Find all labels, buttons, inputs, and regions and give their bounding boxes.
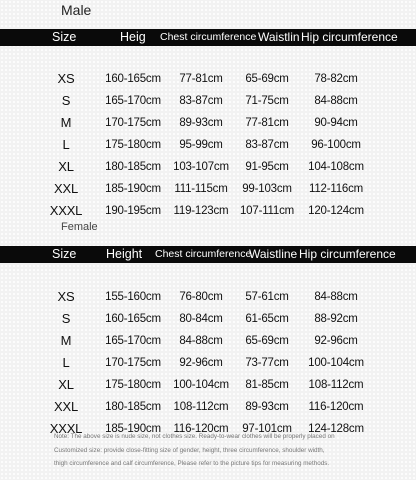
male-header-chest: Chest circumference xyxy=(160,31,257,43)
size-cell: XL xyxy=(58,159,74,174)
height-cell: 180-185cm xyxy=(105,161,161,173)
chest-cell: 100-104cm xyxy=(173,379,229,391)
hip-cell: 84-88cm xyxy=(314,95,358,107)
chest-cell: 77-81cm xyxy=(179,73,223,85)
male-header-waist: Waistlin xyxy=(258,30,300,44)
note-line: Customized size: provide close-fitting size of gender, height, three circumference, shoulder width, xyxy=(54,446,325,454)
hip-cell: 96-100cm xyxy=(311,139,361,151)
table-row xyxy=(0,179,416,199)
hip-cell: 84-88cm xyxy=(314,291,358,303)
height-cell: 185-190cm xyxy=(105,183,161,195)
chest-cell: 80-84cm xyxy=(179,313,223,325)
size-cell: XS xyxy=(57,289,75,304)
hip-cell: 116-120cm xyxy=(308,401,364,413)
hip-cell: 120-124cm xyxy=(308,205,364,217)
table-row xyxy=(0,157,416,177)
waist-cell: 73-77cm xyxy=(245,357,289,369)
height-cell: 165-170cm xyxy=(105,95,161,107)
size-cell: XXL xyxy=(54,399,78,414)
female-header-hip: Hip circumference xyxy=(299,247,396,261)
female-section-title: Female xyxy=(61,221,98,233)
table-row xyxy=(0,287,416,307)
height-cell: 165-170cm xyxy=(105,335,161,347)
waist-cell: 97-101cm xyxy=(242,423,292,435)
height-cell: 185-190cm xyxy=(105,423,161,435)
hip-cell: 90-94cm xyxy=(314,117,358,129)
size-note xyxy=(54,430,404,471)
table-row xyxy=(0,113,416,133)
waist-cell: 61-65cm xyxy=(245,313,289,325)
table-row xyxy=(0,397,416,417)
size-cell: M xyxy=(60,115,72,130)
chest-cell: 83-87cm xyxy=(179,95,223,107)
size-cell: XL xyxy=(58,377,74,392)
height-cell: 180-185cm xyxy=(105,401,161,413)
waist-cell: 91-95cm xyxy=(245,161,289,173)
female-header-height: Height xyxy=(106,247,143,261)
female-header-chest: Chest circumference xyxy=(155,248,252,260)
height-cell: 160-165cm xyxy=(105,73,161,85)
female-header-waist: Waistline xyxy=(249,247,298,261)
hip-cell: 124-128cm xyxy=(308,423,364,435)
note-line: Note: The above size is nude size, not clothes size. Ready-to-wear clothes will be properly placed on xyxy=(54,433,335,440)
hip-cell: 78-82cm xyxy=(314,73,358,85)
chest-cell: 84-88cm xyxy=(179,335,223,347)
size-cell: S xyxy=(61,93,71,108)
size-cell: XXXL xyxy=(49,421,83,436)
height-cell: 155-160cm xyxy=(105,291,161,303)
waist-cell: 65-69cm xyxy=(245,73,289,85)
size-cell: XS xyxy=(57,71,75,86)
note-line: thigh circumference and calf circumference, Please refer to the picture tips for measuring methods. xyxy=(54,460,330,467)
height-cell: 175-180cm xyxy=(105,379,161,391)
size-cell: XXXL xyxy=(49,203,83,218)
table-row xyxy=(0,201,416,221)
chest-cell: 76-80cm xyxy=(179,291,223,303)
size-cell: S xyxy=(61,311,71,326)
male-header-bar xyxy=(0,29,416,46)
waist-cell: 83-87cm xyxy=(245,139,289,151)
hip-cell: 92-96cm xyxy=(314,335,358,347)
height-cell: 170-175cm xyxy=(105,357,161,369)
hip-cell: 104-108cm xyxy=(308,161,364,173)
chest-cell: 111-115cm xyxy=(174,183,228,195)
chest-cell: 92-96cm xyxy=(179,357,223,369)
table-row xyxy=(0,69,416,89)
table-row xyxy=(0,91,416,111)
table-row xyxy=(0,331,416,351)
hip-cell: 88-92cm xyxy=(314,313,358,325)
waist-cell: 57-61cm xyxy=(245,291,289,303)
chest-cell: 89-93cm xyxy=(179,117,223,129)
table-row xyxy=(0,135,416,155)
size-cell: M xyxy=(60,333,72,348)
waist-cell: 107-111cm xyxy=(239,205,295,217)
waist-cell: 99-103cm xyxy=(242,183,292,195)
height-cell: 160-165cm xyxy=(105,313,161,325)
male-header-height: Heig xyxy=(120,30,146,44)
chest-cell: 116-120cm xyxy=(173,423,229,435)
female-header-bar xyxy=(0,246,416,263)
chest-cell: 95-99cm xyxy=(179,139,223,151)
waist-cell: 77-81cm xyxy=(245,117,289,129)
chest-cell: 103-107cm xyxy=(173,161,229,173)
male-header-size: Size xyxy=(52,30,77,44)
male-section-title: Male xyxy=(61,2,92,18)
height-cell: 175-180cm xyxy=(105,139,161,151)
waist-cell: 81-85cm xyxy=(245,379,289,391)
size-cell: L xyxy=(62,355,70,370)
size-cell: XXL xyxy=(54,181,78,196)
size-cell: L xyxy=(62,137,70,152)
waist-cell: 71-75cm xyxy=(245,95,289,107)
hip-cell: 108-112cm xyxy=(308,379,364,391)
height-cell: 190-195cm xyxy=(105,205,161,217)
chest-cell: 119-123cm xyxy=(173,205,229,217)
height-cell: 170-175cm xyxy=(105,117,161,129)
table-row xyxy=(0,309,416,329)
hip-cell: 112-116cm xyxy=(308,183,364,195)
hip-cell: 100-104cm xyxy=(308,357,364,369)
waist-cell: 89-93cm xyxy=(245,401,289,413)
table-row xyxy=(0,353,416,373)
table-row xyxy=(0,375,416,395)
female-header-size: Size xyxy=(52,247,77,261)
chest-cell: 108-112cm xyxy=(173,401,229,413)
waist-cell: 65-69cm xyxy=(245,335,289,347)
male-header-hip: Hip circumference xyxy=(301,30,398,44)
